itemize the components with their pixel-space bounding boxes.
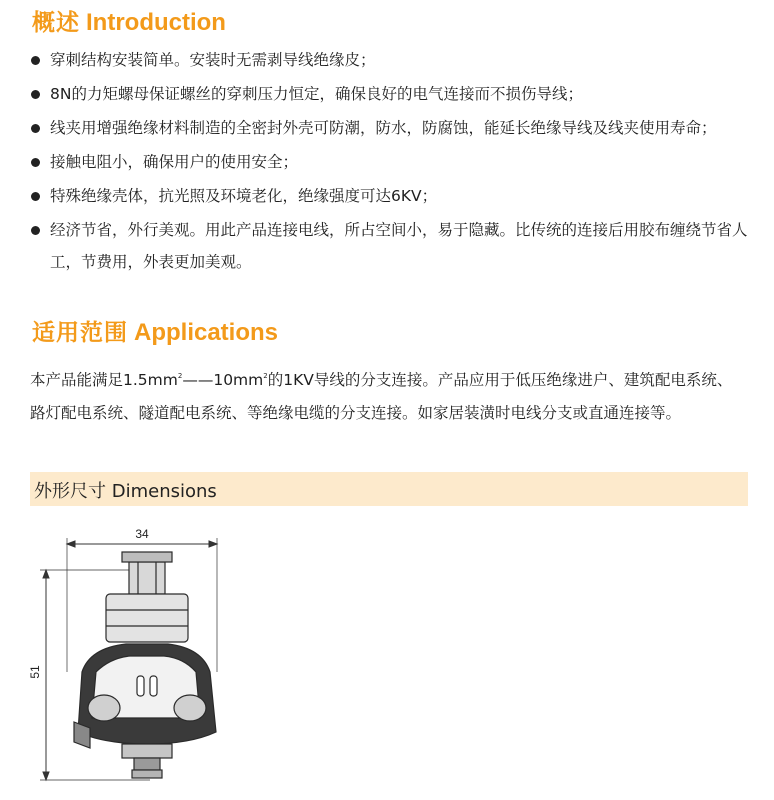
applications-heading — [32, 314, 278, 347]
dimensions-bar — [30, 472, 748, 506]
applications-text-1: 本产品能满足1.5mm — [30, 371, 178, 389]
list-item — [30, 44, 750, 76]
introduction-list — [30, 44, 750, 280]
list-item-text: 线夹用增强绝缘材料制造的全密封外壳可防潮，防水，防腐蚀，能延长绝缘导线及线夹使用寿命； — [50, 119, 717, 137]
list-item-text: 特殊绝缘壳体，抗光照及环境老化，绝缘强度可达6KV； — [50, 187, 438, 205]
bullet-dot-icon — [31, 192, 40, 201]
introduction-heading-en: Introduction — [86, 9, 226, 36]
bullet-dot-icon — [31, 124, 40, 133]
arrow-icon — [209, 541, 217, 547]
arrow-icon — [67, 541, 75, 547]
list-item-text: 接触电阻小，确保用户的使用安全； — [50, 153, 299, 171]
list-item — [30, 180, 750, 212]
width-label: 34 — [135, 527, 149, 541]
list-item-text: 8N的力矩螺母保证螺丝的穿刺压力恒定，确保良好的电气连接而不损伤导线； — [50, 85, 583, 103]
list-item — [30, 112, 750, 144]
arrow-icon — [43, 772, 49, 780]
applications-heading-cn: 适用范围 — [32, 320, 128, 346]
applications-text-2: ——10mm — [182, 371, 264, 389]
applications-heading-en: Applications — [134, 319, 279, 346]
connector-dimension-drawing — [30, 522, 280, 792]
applications-text-3: 的1KV导线的分支连接。产品应用于低压绝缘进户、建筑配电系统、路灯配电系统、隧道配电系统、等绝缘电缆的分支连接。如家居装潢时电线分支或直通连接等。 — [30, 371, 733, 422]
applications-paragraph — [30, 360, 746, 430]
introduction-heading-cn: 概述 — [32, 10, 80, 36]
bullet-dot-icon — [31, 226, 40, 235]
list-item-text: 穿刺结构安装简单。安装时无需剥导线绝缘皮； — [50, 51, 376, 69]
bullet-dot-icon — [31, 158, 40, 167]
introduction-heading — [32, 4, 226, 37]
list-item — [30, 78, 750, 110]
list-item — [30, 214, 750, 278]
superscript-squared: 2 — [263, 372, 268, 380]
arrow-icon — [43, 570, 49, 578]
list-item — [30, 146, 750, 178]
dimensions-title: 外形尺寸 Dimensions — [34, 481, 217, 502]
list-item-text: 经济节省，外行美观。用此产品连接电线，所占空间小，易于隐藏。比传统的连接后用胶布缠绕节省人工，节费用，外表更加美观。 — [50, 221, 748, 271]
bullet-dot-icon — [31, 56, 40, 65]
height-label: 51 — [28, 665, 42, 679]
superscript-squared: 2 — [177, 372, 183, 380]
bullet-dot-icon — [31, 90, 40, 99]
connector-body — [74, 552, 216, 778]
